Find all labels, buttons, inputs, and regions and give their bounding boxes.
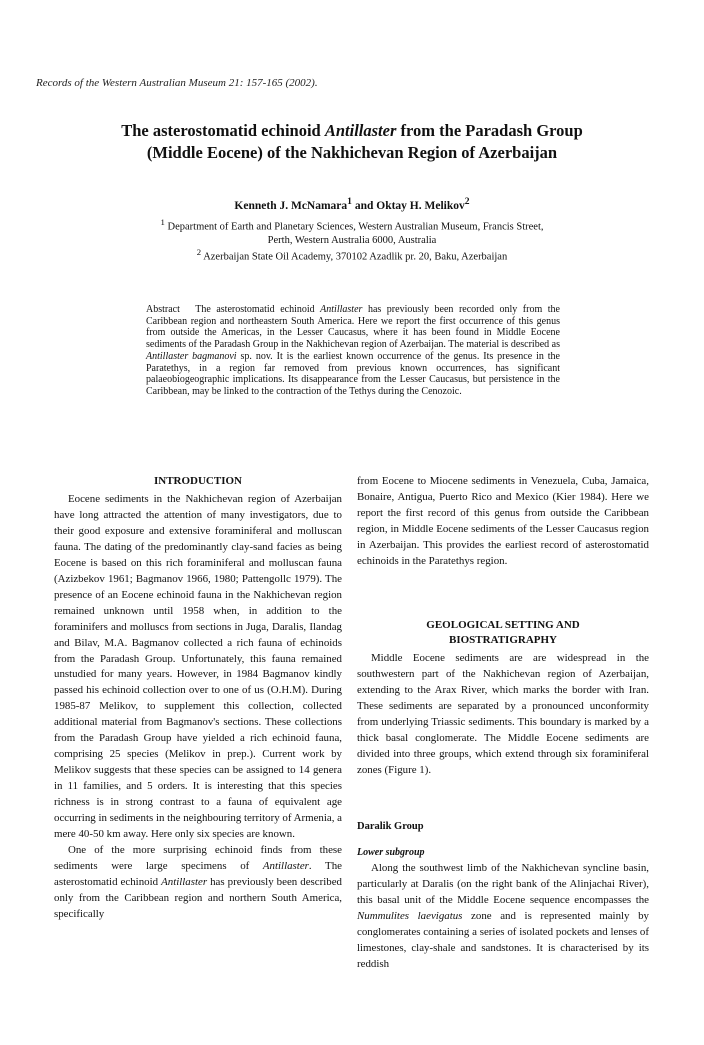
intro-paragraph-1: Eocene sediments in the Nakhichevan region of Azerbaijan have long attracted the attention of many investigators, due to their good exposure and extensive foraminiferal and molluscan fauna. The dating of the predominantly clay-sand facies as being Eocene is based on this rich foraminiferal and molluscan fauna (Azizbekov 1961; Bagmanov 1966, 1980; Pattengollc 1979). The presence of an Eocene echinoid fauna in the Nakhichevan region remained unknown until 1958 when, in addition to the foraminifers and molluscs from sections in Juga, Daralis, Ilandag and Bilav, M.A. Bagmanov collected a rich fauna of echinoids from the Paradash Group. Unfortunately, this fauna remained unstudied for many years. However, in 1984 Bagmanov kindly passed his echinoid collection over to one of us (O.H.M). During 1985-87 Melikov, to supplement this collection, collected additional material from Bagmanov's sections. These collections from the Paradash Group have yielded a rich echinoid fauna, comprising 25 species (Melikov in prep.). Current work by Melikov suggests that these species can be assigned to 14 genera in 11 families, and 5 orders. It is interesting that this species richness is in strong contrast to a fauna of equivalent age occurring in sediments in the neighbouring territory of Armenia, a mere 40-50 km away. Here only six species are known. <box>54 493 342 841</box>
daralik-text-1: Along the southwest limb of the Nakhichevan syncline basin, particularly at Daralis (on the right bank of the Alinjachai River), this basal unit of the Middle Eocene sequence encompasses the <box>357 862 649 906</box>
affiliation-1 <box>90 216 614 247</box>
intro-continuation: from Eocene to Miocene sediments in Venezuela, Cuba, Jamaica, Bonaire, Antigua, Puerto Rico and Mexico (Kier 1984). Here we report the first record of this genus from outside the Caribbean region, in Middle Eocene sediments of the Lesser Caucasus region in Azerbaijan. This provides the earliest record of asterostomatid echinoids in the Paratethys region. <box>357 475 649 567</box>
author-1: Kenneth J. McNamara <box>234 199 348 212</box>
author-2: Oktay H. Melikov <box>376 199 465 212</box>
affiliation-1-marker: 1 <box>160 217 165 227</box>
intro-p2-text-2: . The asterostomatid echinoid <box>54 859 342 888</box>
subheading-daralik-group: Daralik Group <box>357 821 424 832</box>
daralik-group-section <box>357 820 649 973</box>
intro-p2-genus-2: Antillaster <box>161 875 208 888</box>
abstract-species: Antillaster bagmanovi <box>146 350 237 362</box>
abstract-text-1: The asterostomatid echinoid <box>195 304 321 315</box>
right-column <box>357 474 649 970</box>
affiliation-1-line-2: Perth, Western Australia 6000, Australia <box>267 234 437 246</box>
paper-title <box>60 120 644 164</box>
intro-paragraph-2 <box>54 843 342 923</box>
running-head: Records of the Western Australian Museum 21: 157-165 (2002). <box>36 77 318 89</box>
geological-setting-paragraph: Middle Eocene sediments are are widespread in the southwestern part of the Nakhichevan region of Azerbaijan, extending to the Arax River, which marks the border with Iran. These sediments are separated by a pronounced unconformity from underlying Triassic sediments. This boundary is marked by a thick basal conglomerate. The Middle Eocene sediments are divided into three groups, which extend through six foraminiferal zones (Figure 1). <box>357 652 649 776</box>
title-genus: Antillaster <box>324 121 397 140</box>
geological-setting-section <box>357 618 649 779</box>
daralik-text-2: zone and is represented mainly by conglomerates containing a series of isolated pockets and lenses of limestones, clay-shale and sandstones. It is characterised by its reddish <box>357 909 649 970</box>
daralik-taxon: Nummulites laevigatus <box>357 909 463 922</box>
author-2-affil: 2 <box>464 196 470 207</box>
author-1-affil: 1 <box>347 196 352 207</box>
left-column <box>54 474 342 923</box>
geo-heading-line-1: GEOLOGICAL SETTING AND <box>426 619 580 631</box>
abstract-text-2: has previously been recorded only from the Caribbean region and northeastern South America. Here we report the first occurrence of this genus from outside the Americas, in the Lesser Caucasus, where it has been found in Middle Eocene sediments of the Paradash Group in the Nakhichevan region of Azerbaijan. The material is described as <box>146 304 560 351</box>
title-part-1: The asterostomatid echinoid <box>121 121 325 140</box>
intro-p2-text-1: One of the more surprising echinoid finds from these sediments were large specimens of <box>54 843 342 872</box>
geo-heading-line-2: BIOSTRATIGRAPHY <box>449 634 557 646</box>
intro-p2-genus-1: Antillaster <box>262 859 309 872</box>
affiliation-2 <box>90 246 614 264</box>
title-line-2: (Middle Eocene) of the Nakhichevan Region of Azerbaijan <box>146 143 558 162</box>
abstract-label: Abstract <box>146 304 180 315</box>
abstract-text-3: sp. nov. It is the earliest known occurrence of the genus. Its presence in the Paratethys, in a region far removed from previous known occurrences, has significant palaeobiogeographic implications. Its disappearance from the Lesser Caucasus, but persistence in the Caribbean, may be linked to the contraction of the Tethys during the Cenozoic. <box>146 350 560 397</box>
subheading-lower-subgroup: Lower subgroup <box>357 847 425 858</box>
author-joiner: and <box>351 199 377 212</box>
affiliation-1-line-1: Department of Earth and Planetary Sciences, Western Australian Museum, Francis Street, <box>167 221 544 233</box>
title-part-2: from the Paradash Group <box>396 121 583 140</box>
intro-p2-text-3: has previously been described only from the Caribbean region and northern South America, specifically <box>54 875 342 920</box>
authors <box>60 195 644 213</box>
section-heading-geological-setting <box>357 618 649 648</box>
daralik-paragraph <box>357 861 649 973</box>
abstract-genus: Antillaster <box>320 304 363 315</box>
abstract <box>146 304 560 398</box>
affiliation-2-marker: 2 <box>196 247 202 257</box>
section-heading-introduction: INTRODUCTION <box>153 475 242 487</box>
affiliation-2-line-1: Azerbaijan State Oil Academy, 370102 Azadlik pr. 20, Baku, Azerbaijan <box>203 251 508 263</box>
